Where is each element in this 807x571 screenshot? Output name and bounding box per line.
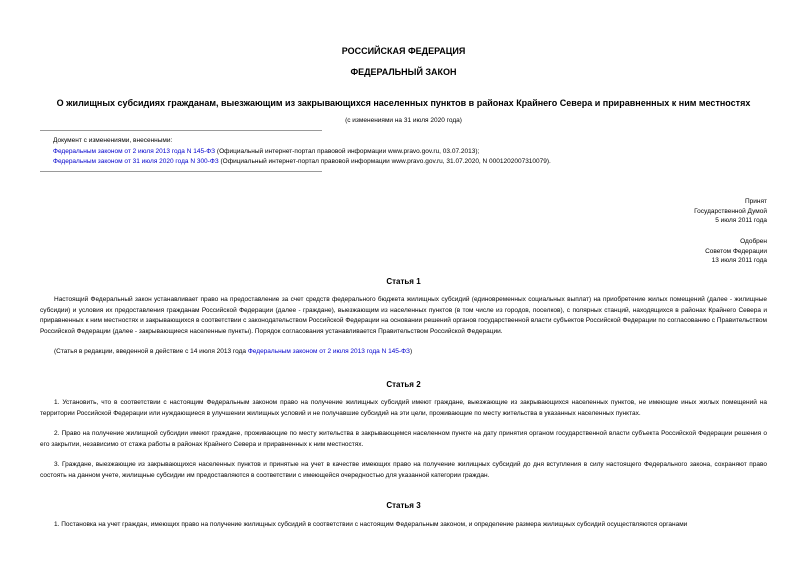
article-2-heading: Статья 2 xyxy=(386,380,421,389)
article-1-heading: Статья 1 xyxy=(386,277,421,286)
change-source: (Официальный интернет-портал правовой информации www.pravo.gov.ru, 03.07.2013); xyxy=(215,147,480,155)
approved-date: 13 июля 2011 года xyxy=(711,257,767,264)
changes-intro: Документ с изменениями, внесенными: xyxy=(53,137,173,144)
document-title: О жилищных субсидиях гражданам, выезжающим из закрывающихся населенных пунктов в районах Крайнего Севера и приравненных к ним местностях xyxy=(56,98,751,108)
change-source: (Официальный интернет-портал правовой информации www.pravo.gov.ru, 31.07.2020, N 0001202007310079). xyxy=(218,158,551,165)
accepted-date: 5 июля 2011 года xyxy=(715,217,767,224)
article-1-edition-note xyxy=(54,347,767,358)
country-heading: РОССИЙСКАЯ ФЕДЕРАЦИЯ xyxy=(341,46,466,56)
edition-note: (с изменениями на 31 июля 2020 года) xyxy=(345,117,462,124)
article-2-paragraph-2: 2. Право на получение жилищной субсидии имеют граждане, проживающие по месту жительства в закрывающемся населенном пункте на дату принятия органом государственной власти субъекта Российской Федерации решения о его закрытии, независимо от стажа работы в районах Крайнего Севера и приравненных к ним местностях. xyxy=(40,430,767,448)
approved-label: Одобрен xyxy=(740,238,767,245)
doc-type-heading: ФЕДЕРАЛЬНЫЙ ЗАКОН xyxy=(350,67,457,77)
article-2-paragraph-3: 3. Граждане, выезжающие из закрывающихся населенных пунктов и принятые на учет в качестве имеющих право на получение жилищных субсидий до дня вступления в силу настоящего Федерального закона, сохраняют право состоять на данном учете, жилищные субсидии им предоставляются в соответствии с имеющейся очередностью для указанной категории граждан. xyxy=(40,461,767,479)
change-item xyxy=(53,147,753,158)
note-suffix: ) xyxy=(409,348,413,355)
article-3-heading: Статья 3 xyxy=(386,501,421,510)
article-1-text: Настоящий Федеральный закон устанавливает право на предоставление за счет средств федерального бюджета жилищных субсидий (единовременных социальных выплат) на приобретение жилых помещений (далее - жилищные субсидии) и условия их предоставления гражданам Российской Федерации (далее - граждане), выезжающим из населенных пунктов (в том числе из городов, поселков), с полярных станций, находящихся в районах Крайнего Севера и приравненных к ним местностях и закрывающихся в соответствии с законодательством Российской Федерации на основании решений органов государственной власти субъектов Российской Федерации по согласованию с Правительством Российской Федерации (далее - закрывающиеся населенные пункты). Порядок согласования устанавливается Правительством Российской Федерации. xyxy=(40,296,767,335)
article-3-paragraph-1: 1. Постановка на учет граждан, имеющих право на получение жилищных субсидий в соответствии с настоящим Федеральным законом, и определение размера жилищных субсидий осуществляются органами xyxy=(54,521,688,528)
changes-top-divider xyxy=(40,130,322,131)
approved-block xyxy=(507,237,767,266)
change-link-2013[interactable]: Федеральным законом от 2 июля 2013 года N 145-ФЗ xyxy=(53,147,216,155)
accepted-label: Принят xyxy=(744,198,767,205)
change-item xyxy=(53,157,753,168)
change-link-2020[interactable]: Федеральным законом от 31 июля 2020 года N 300-ФЗ xyxy=(53,158,219,165)
accepted-body: Государственной Думой xyxy=(694,207,767,215)
article-2-paragraph-1: 1. Установить, что в соответствии с настоящим Федеральным законом право на получение жилищных субсидий имеют граждане, выезжающие из закрывающихся населенных пунктов, не имеющие иных жилых помещений на территории Российской Федерации или нуждающиеся в улучшении жилищных условий и не получавшие субсидий на эти цели, проживающие по месту жительства в указанных населенных пунктах. xyxy=(40,399,767,417)
accepted-block xyxy=(507,197,767,226)
changes-block xyxy=(53,136,753,168)
note-prefix: (Статья в редакции, введенной в действие с 14 июля 2013 года xyxy=(54,348,248,355)
changes-bottom-divider xyxy=(40,171,322,172)
article-1-note-link[interactable]: Федеральным законом от 2 июля 2013 года N 145-ФЗ xyxy=(247,348,410,355)
approved-body: Советом Федерации xyxy=(705,247,767,255)
